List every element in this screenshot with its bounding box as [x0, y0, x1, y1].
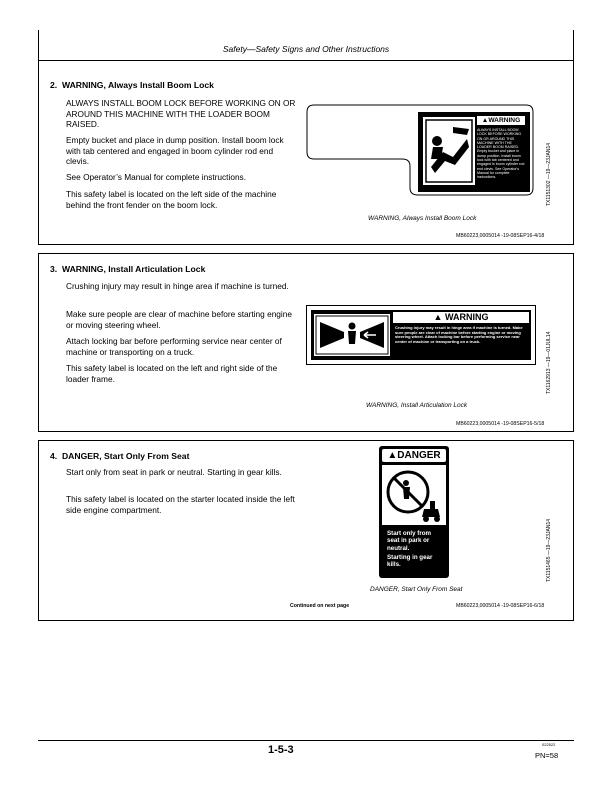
section-2-left-rule: [38, 60, 39, 244]
section-3-paragraph-4: This safety label is located on the left and right side of the loader frame.: [66, 363, 278, 384]
footer-code: 022522: [542, 742, 556, 747]
footer-pn: PN=58: [535, 751, 559, 760]
section-2-paragraph-4: This safety label is located on the left side of the machine behind the front fender on the boom lock.: [66, 189, 277, 210]
warning-triangle-icon: ▲: [433, 312, 443, 322]
section-3-figure-id: TX1162913 —19—01JUL14: [546, 331, 552, 394]
articulation-lock-label-figure: [306, 305, 536, 365]
section-4-caption: DANGER, Start Only From Seat: [370, 586, 463, 593]
danger-label-heading: ▲DANGER: [382, 449, 446, 462]
section-3-caption: WARNING, Install Articulation Lock: [366, 402, 468, 409]
page-header: Safety—Safety Signs and Other Instructions: [222, 44, 390, 54]
section-2-right-rule: [573, 60, 574, 244]
section-4-left-rule: [38, 440, 39, 620]
section-3-title: [50, 264, 205, 274]
section-2-number: 2.: [50, 80, 58, 90]
crush-hazard-pictogram-icon: [314, 314, 390, 356]
articulation-lock-decal: [311, 310, 531, 360]
boom-lock-decal: [418, 112, 530, 192]
section-2-heading: WARNING, Always Install Boom Lock: [61, 80, 214, 90]
section-3-ref: MB60223,0005014 -19-08SEP16-5/18: [456, 421, 545, 427]
section-2-paragraph-1: ALWAYS INSTALL BOOM LOCK BEFORE WORKING ON OR AROUND THIS MACHINE WITH THE LOADER BOOM RAISED.: [66, 98, 296, 130]
section-4-right-rule: [573, 440, 574, 620]
no-start-from-ground-icon: [382, 465, 446, 525]
articulation-lock-decal-heading: ▲ WARNING: [393, 312, 529, 323]
boom-lock-decal-heading: ▲WARNING: [477, 116, 525, 125]
section-2-bottom-rule: [38, 244, 574, 245]
danger-label-text: Start only from seat in park or neutral. Starting in gear kills.: [387, 530, 433, 569]
page-number: 1-5-3: [268, 744, 294, 756]
boom-lock-label-figure: [306, 104, 534, 196]
section-2-title: [50, 80, 214, 90]
section-2-paragraph-3: See Operator’s Manual for complete instructions.: [66, 172, 247, 182]
section-2-paragraph-2: Empty bucket and place in dump position. Install boom lock with tab centered and engaged in boom cylinder rod end clevis.: [66, 135, 284, 167]
section-4-paragraph-2: This safety label is located on the starter located inside the left side engine compartment.: [66, 494, 295, 515]
section-2-figure-id: TX1151302 —19—23JAN14: [546, 142, 552, 206]
section-4-title: [50, 451, 189, 461]
section-3-top-rule: [38, 253, 574, 254]
section-3-heading: WARNING, Install Articulation Lock: [61, 264, 206, 274]
section-4-ref: MB60223,0005014 -19-08SEP16-6/18: [456, 603, 545, 609]
boom-lock-pictogram-icon: [423, 117, 475, 185]
boom-lock-decal-text: ALWAYS INSTALL BOOM LOCK BEFORE WORKING ON OR AROUND THIS MACHINE WITH THE LOADER BOOM RAISED. Empty bucket and place in dump position. Install boom lock with tab centered and engaged in boom cylinder rod end clevis. See Operator's Manual for complete instructions.: [477, 128, 525, 180]
section-4-heading: DANGER, Start Only From Seat: [61, 451, 190, 461]
section-4-paragraph-1: Start only from seat in park or neutral. Starting in gear kills.: [66, 467, 282, 477]
section-4-figure-id: TX1151465 —19—23JAN14: [546, 518, 552, 582]
articulation-lock-decal-text: Crushing injury may result in hinge area if machine is turned. Make sure people are clear of machine before starting engine or moving steering wheel. Attach locking bar before performing service near center of machine or transporting on a truck.: [395, 326, 523, 345]
section-2-caption: WARNING, Always Install Boom Lock: [368, 215, 477, 222]
header-rule: [38, 60, 574, 61]
section-3-paragraph-2: Make sure people are clear of machine before starting engine or moving steering wheel.: [66, 309, 292, 330]
section-2-ref: MB60223,0005014 -19-08SEP16-4/18: [456, 233, 545, 239]
section-3-left-rule: [38, 253, 39, 431]
section-4-top-rule: [38, 440, 574, 441]
section-3-number: 3.: [50, 264, 58, 274]
danger-start-label: [379, 446, 449, 578]
warning-triangle-icon: ▲: [387, 450, 398, 461]
section-4-number: 4.: [50, 451, 58, 461]
footer-rule: [38, 740, 574, 741]
section-3-right-rule: [573, 253, 574, 431]
warning-triangle-icon: ▲: [481, 117, 489, 124]
section-4-bottom-rule: [38, 620, 574, 621]
section-3-bottom-rule: [38, 431, 574, 432]
continued-notice: Continued on next page: [290, 603, 350, 609]
section-3-paragraph-3: Attach locking bar before performing service near center of machine or transporting on a truck.: [66, 336, 282, 357]
section-3-paragraph-1: Crushing injury may result in hinge area if machine is turned.: [66, 281, 289, 291]
